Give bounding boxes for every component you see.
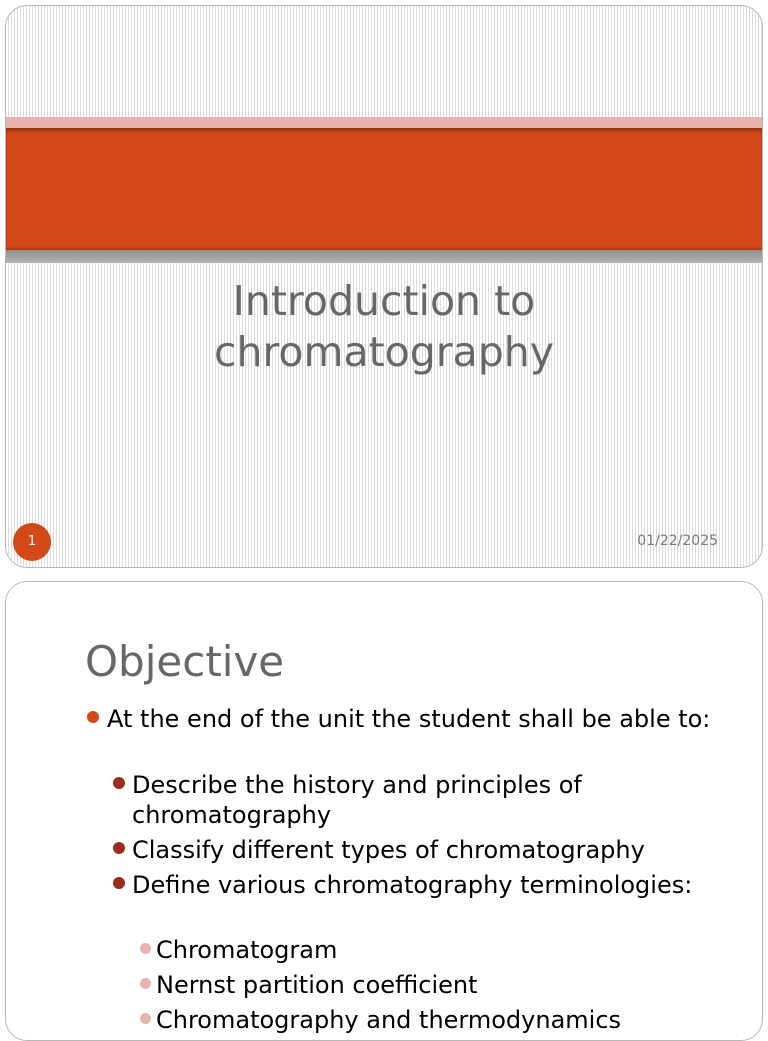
bullet-dot-icon: [87, 711, 99, 723]
bullet-item: [156, 935, 736, 965]
slide-number-badge: 1: [13, 523, 51, 561]
bullet-dot-icon: [140, 943, 151, 954]
bullet-dot-icon: [113, 877, 125, 889]
bullet-item: [132, 870, 732, 900]
bullet-item: [132, 835, 732, 865]
bullet-text: Describe the history and principles of chromatography: [132, 771, 582, 829]
title-slide: [5, 5, 763, 568]
title-band-highlight: [6, 117, 762, 128]
bullet-text: Define various chromatography terminologies:: [132, 871, 693, 899]
objective-heading: Objective: [85, 637, 285, 686]
bullet-text: Classify different types of chromatography: [132, 836, 645, 864]
bullet-item: [107, 704, 727, 734]
bullet-dot-icon: [113, 842, 125, 854]
bullet-text: At the end of the unit the student shall be able to:: [107, 705, 711, 733]
bullet-item: [132, 770, 732, 830]
bullet-dot-icon: [140, 978, 151, 989]
bullet-text: Chromatography and thermodynamics: [156, 1006, 622, 1034]
title-band-shadow: [6, 250, 762, 263]
bullet-item: [156, 970, 736, 1000]
bullet-text: Chromatogram: [156, 936, 338, 964]
bullet-text: Nernst partition coefficient: [156, 971, 478, 999]
bullet-dot-icon: [140, 1013, 151, 1024]
bullet-dot-icon: [113, 777, 125, 789]
title-band: [6, 128, 762, 250]
bullet-item: [156, 1005, 736, 1035]
slide-title: Introduction to chromatography: [213, 277, 555, 376]
slide-date: 01/22/2025: [637, 533, 718, 549]
objective-slide: [5, 581, 763, 1041]
